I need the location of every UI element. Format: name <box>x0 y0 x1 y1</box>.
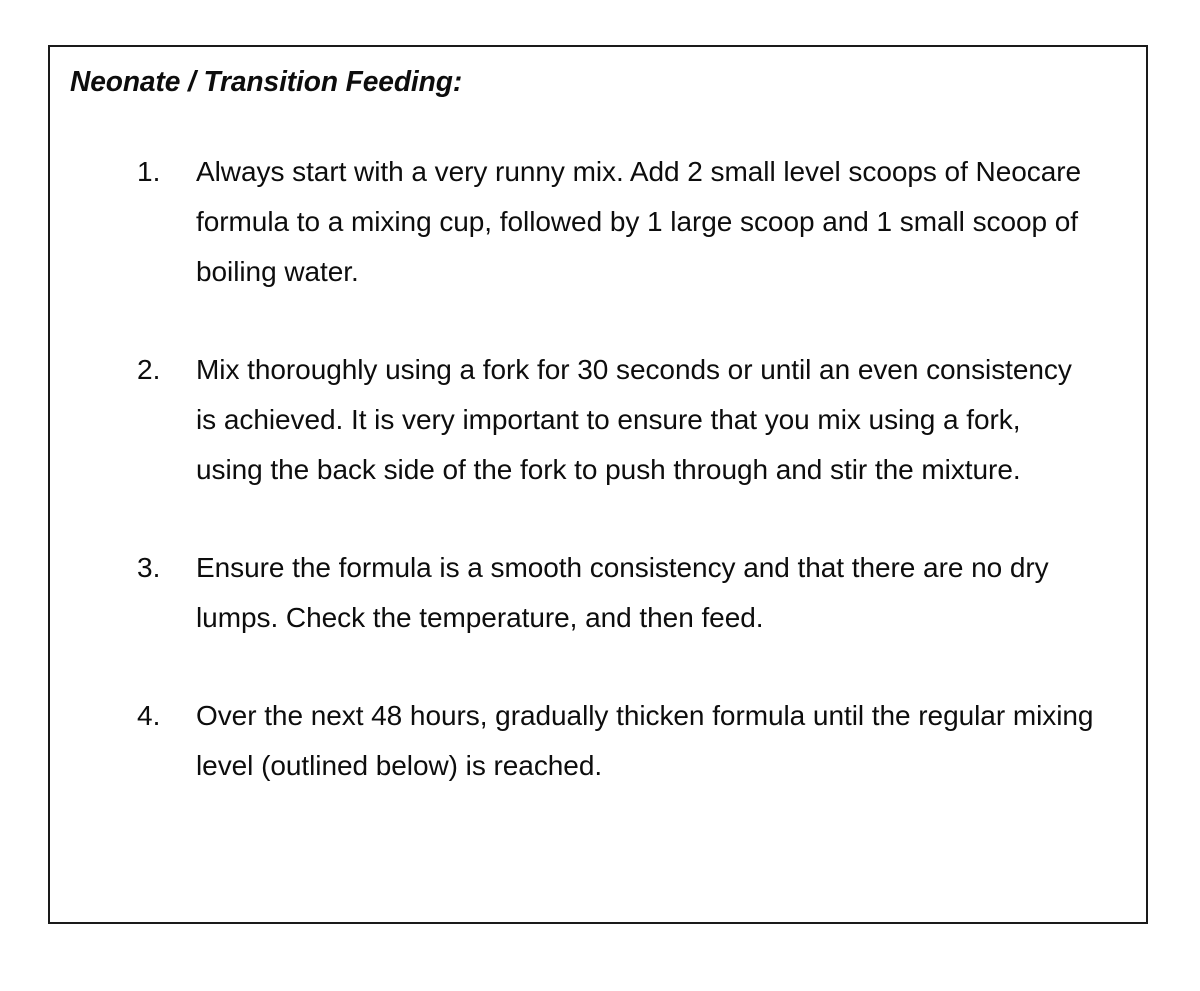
step-text: Mix thoroughly using a fork for 30 seconds or until an even consistency is achieved. It is very important to ensure that you mix using a fork, using the back side of the fork to push through and stir the mixture. <box>196 354 1072 485</box>
instruction-box-content <box>50 47 1146 922</box>
step-number: 1. <box>137 156 161 187</box>
list-item <box>50 147 1146 297</box>
step-number: 4. <box>137 700 161 731</box>
list-item <box>50 543 1146 643</box>
step-number: 2. <box>137 354 161 385</box>
step-text: Over the next 48 hours, gradually thicken formula until the regular mixing level (outlined below) is reached. <box>196 700 1094 781</box>
feeding-steps-list <box>50 147 1146 791</box>
instruction-box <box>48 45 1148 924</box>
list-item <box>50 691 1146 791</box>
step-text: Always start with a very runny mix. Add 2 small level scoops of Neocare formula to a mixing cup, followed by 1 large scoop and 1 small scoop of boiling water. <box>196 156 1082 287</box>
step-text: Ensure the formula is a smooth consistency and that there are no dry lumps. Check the temperature, and then feed. <box>196 552 1049 633</box>
step-number: 3. <box>137 552 161 583</box>
list-item <box>50 345 1146 495</box>
page-title: Neonate / Transition Feeding: <box>70 66 463 98</box>
